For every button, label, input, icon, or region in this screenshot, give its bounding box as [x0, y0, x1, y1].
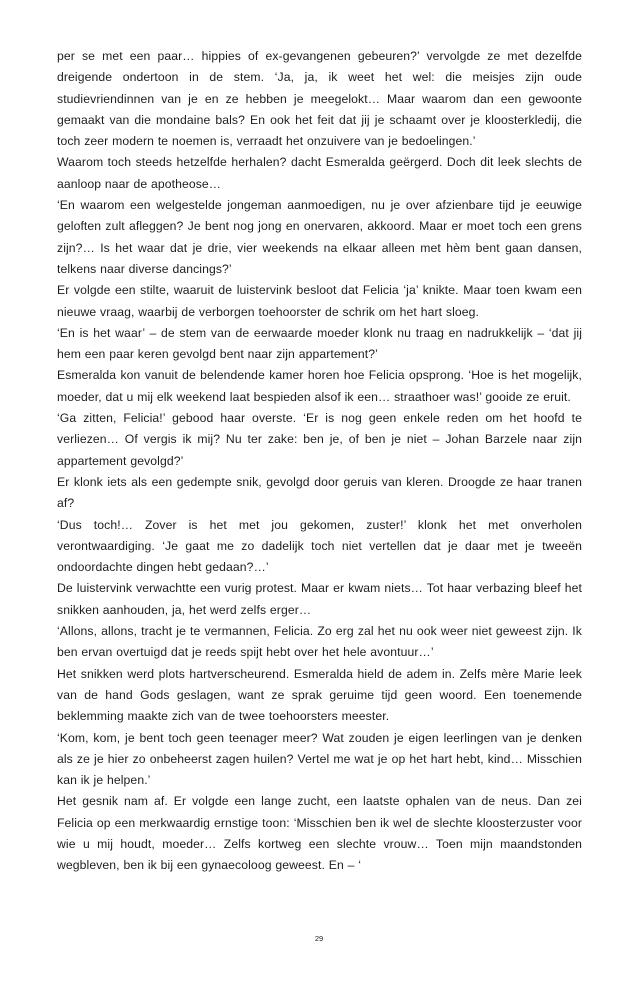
- paragraph: Het gesnik nam af. Er volgde een lange zucht, een laatste ophalen van de neus. Dan zei Felicia op een merkwaardig ernstige toon: ‘Misschien ben ik wel de slechte kloosterzuster voor wie u mij houdt, moeder… Zelfs kortweg een slechte vrouw… Toen mijn maandstonden wegbleven, ben ik bij een gynaecoloog geweest. En – ‘: [57, 794, 582, 873]
- paragraph: ‘Kom, kom, je bent toch geen teenager meer? Wat zouden je eigen leerlingen van je denken als ze je hier zo onbeheerst zagen huilen? Vertel me wat je op het hart hebt, kind… Misschien kan ik je helpen.’: [57, 730, 582, 788]
- paragraph: Waarom toch steeds hetzelfde herhalen? dacht Esmeralda geërgerd. Doch dit leek slechts de aanloop naar de apotheose…: [57, 155, 582, 191]
- paragraph: Esmeralda kon vanuit de belendende kamer horen hoe Felicia opsprong. ‘Hoe is het mogelijk, moeder, dat u mij elk weekend laat bespieden alsof ik een… straathoer was!’ gooide ze eruit.: [57, 368, 582, 404]
- paragraph: Er volgde een stilte, waaruit de luistervink besloot dat Felicia ‘ja’ knikte. Maar toen kwam een nieuwe vraag, waarbij de verborgen toehoorster de schrik om het hart sloeg.: [57, 283, 582, 319]
- paragraph: ‘En is het waar’ – de stem van de eerwaarde moeder klonk nu traag en nadrukkelijk – ‘dat jij hem een paar keren gevolgd bent naar zijn appartement?’: [57, 325, 582, 362]
- paragraph: ‘Allons, allons, tracht je te vermannen, Felicia. Zo erg zal het nu ook weer niet geweest zijn. Ik ben ervan overtuigd dat je reeds spijt hebt over het hele avontuur…’: [57, 624, 582, 660]
- paragraph: per se met een paar… hippies of ex-gevangenen gebeuren?’ vervolgde ze met dezelfde dreigende ondertoon in de stem. ‘Ja, ja, ik weet het wel: die meisjes zijn oude studievriendinnen van je en ze hebben je meegelokt… Maar waarom dan een gewoonte gemaakt van die mondaine bals? En ook het feit dat jij je schaamt over je kloosterkledij, die toch zeer modern te noemen is, verraadt het onzuivere van je bedoelingen.’: [57, 49, 582, 149]
- paragraph: De luistervink verwachtte een vurig protest. Maar er kwam niets… Tot haar verbazing bleef het snikken aanhouden, ja, het werd zelfs erger…: [57, 581, 582, 617]
- paragraph: Er klonk iets als een gedempte snik, gevolgd door geruis van kleren. Droogde ze haar tranen af?: [57, 474, 582, 511]
- paragraph: ‘En waarom een welgestelde jongeman aanmoedigen, nu je over afzienbare tijd je eeuwige geloften zult afleggen? Je bent nog jong en onervaren, akkoord. Maar er moet toch een grens zijn?… Is het waar dat je drie, vier weekends na elkaar alleen met hèm bent gaan dansen, telkens naar diverse dancings?’: [57, 198, 582, 276]
- paragraph: ‘Dus toch!… Zover is het met jou gekomen, zuster!’ klonk het met onverholen verontwaardiging. ‘Je gaat me zo dadelijk toch niet vertellen dat je daar met je tweeën ondoordachte dingen hebt gedaan?…’: [57, 517, 582, 575]
- body-text: [57, 46, 582, 877]
- page-number: 29: [314, 934, 324, 943]
- paragraph: ‘Ga zitten, Felicia!’ gebood haar overste. ‘Er is nog geen enkele reden om het hoofd te verliezen… Of vergis ik mij? Nu ter zake: ben je, of ben je niet – Johan Barzele naar zijn appartement gevolgd?’: [57, 411, 582, 468]
- paragraph: Het snikken werd plots hartverscheurend. Esmeralda hield de adem in. Zelfs mère Marie leek van de hand Gods geslagen, want ze sprak geruime tijd geen woord. Een toenemende beklemming maakte zich van de twee toehoorsters meester.: [57, 666, 582, 724]
